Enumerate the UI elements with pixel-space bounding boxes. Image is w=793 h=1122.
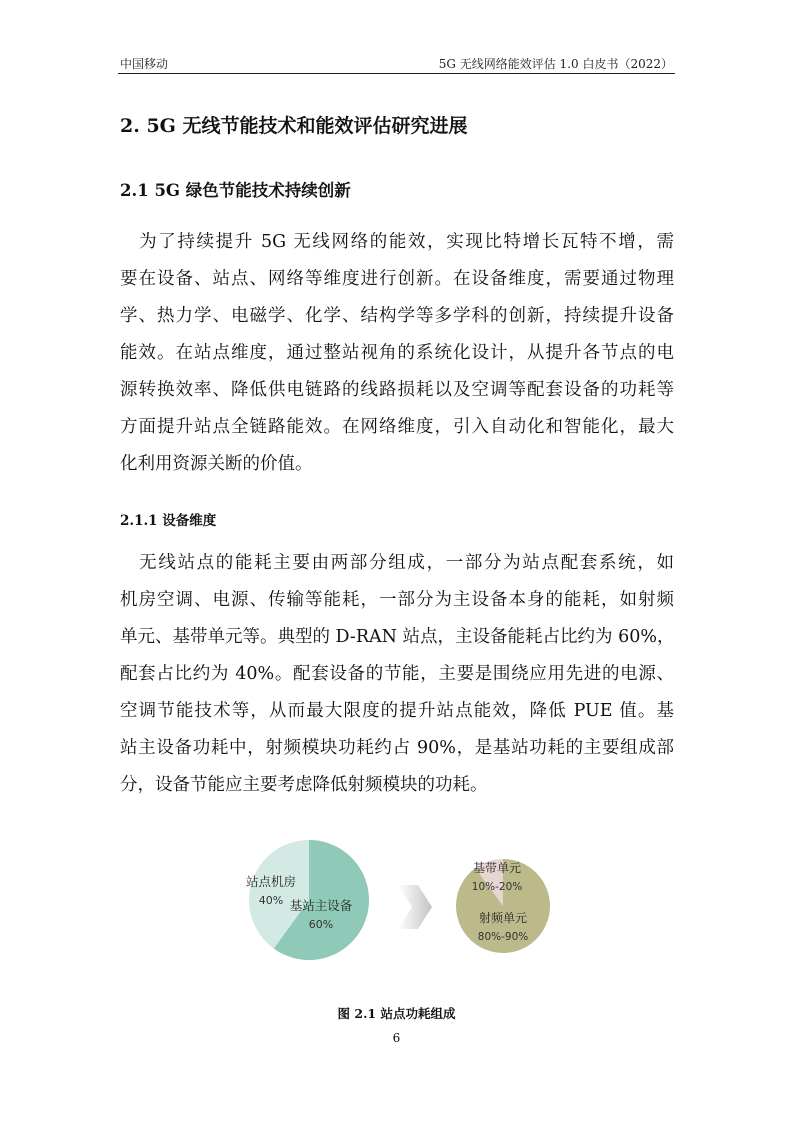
pie-slice-label: 站点机房 xyxy=(245,874,297,889)
pie-slice-value-label: 10%-20% xyxy=(471,881,523,893)
pie-chart-site-power xyxy=(246,840,369,960)
subsubsection-title: 2.1.1 设备维度 xyxy=(120,513,217,529)
paragraph-line: 空调节能技术等，从而最大限度的提升站点能效，降低 PUE 值。基 xyxy=(120,701,674,721)
pie-slice-label: 基带单元 xyxy=(472,861,522,875)
pie-slice-label: 基站主设备 xyxy=(289,898,353,913)
subsection-title: 2.1 5G 绿色节能技术持续创新 xyxy=(120,181,351,200)
page-number: 6 xyxy=(392,1031,401,1045)
pie-slice-value-label: 80%-90% xyxy=(477,931,529,943)
section-title: 2. 5G 无线节能技术和能效评估研究进展 xyxy=(120,115,468,137)
pie-slice-value-label: 60% xyxy=(308,918,334,931)
paragraph-line: 方面提升站点全链路能效。在网络维度，引入自动化和智能化，最大 xyxy=(120,417,674,437)
pie-slice-label: 射频单元 xyxy=(478,911,528,925)
header-left: 中国移动 xyxy=(120,57,169,71)
paragraph-line: 学、热力学、电磁学、化学、结构学等多学科的创新，持续提升设备 xyxy=(120,306,674,326)
paragraph-line: 单元、基带单元等。典型的 D-RAN 站点，主设备能耗占比约为 60%， xyxy=(120,627,675,647)
paragraph-line: 化利用资源关断的价值。 xyxy=(120,454,313,474)
paragraph-line: 机房空调、电源、传输等能耗，一部分为主设备本身的能耗，如射频 xyxy=(120,590,674,610)
paragraph-line: 能效。在站点维度，通过整站视角的系统化设计，从提升各节点的电 xyxy=(120,343,674,363)
paragraph-line: 配套占比约为 40%。配套设备的节能，主要是围绕应用先进的电源、 xyxy=(120,664,674,684)
paragraph-line: 分，设备节能应主要考虑降低射频模块的功耗。 xyxy=(120,775,488,795)
paragraph-line: 无线站点的能耗主要由两部分组成，一部分为站点配套系统，如 xyxy=(120,553,674,573)
pie-chart-main-equipment xyxy=(456,859,550,953)
paragraph-line: 为了持续提升 5G 无线网络的能效，实现比特增长瓦特不增，需 xyxy=(120,232,674,252)
figure-caption: 图 2.1 站点功耗组成 xyxy=(337,1006,456,1021)
paragraph-line: 要在设备、站点、网络等维度进行创新。在设备维度，需要通过物理 xyxy=(120,269,674,289)
arrow-right-icon xyxy=(398,885,432,929)
pie-slice-value-label: 40% xyxy=(258,894,284,907)
paragraph-line: 站主设备功耗中，射频模块功耗约占 90%，是基站功耗的主要组成部 xyxy=(120,738,674,758)
paragraph-line: 源转换效率、降低供电链路的线路损耗以及空调等配套设备的功耗等 xyxy=(120,380,674,400)
header-right: 5G 无线网络能效评估 1.0 白皮书（2022） xyxy=(438,57,673,71)
